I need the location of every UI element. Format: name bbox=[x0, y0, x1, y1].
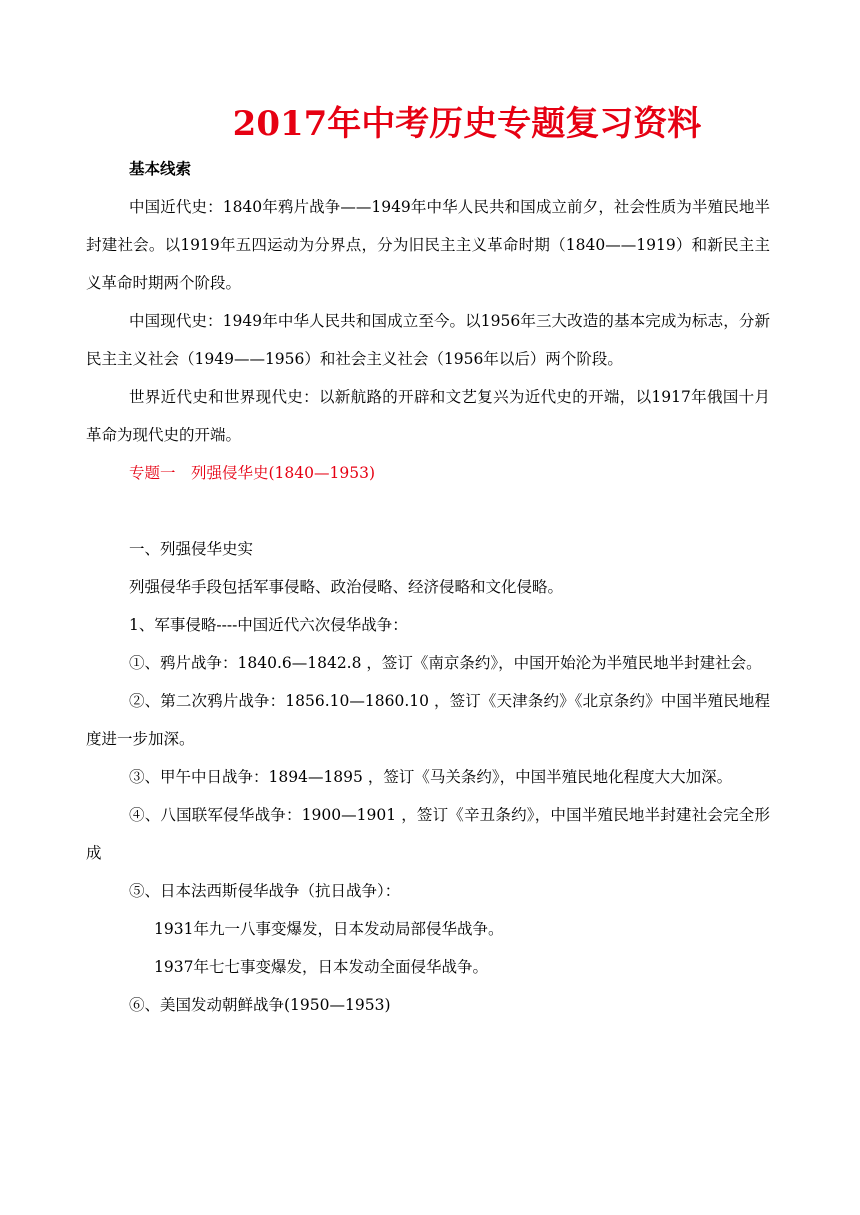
sub-heading: 一、列强侵华史实 bbox=[129, 540, 254, 558]
paragraph-contemporary-china: 中国现代史：1949年中华人民共和国成立至今。以1956年三大改造的基本完成为标志，分新民主主义社会（1949——1956）和社会主义社会（1956年以后）两个阶段。 bbox=[86, 312, 770, 368]
section-heading: 基本线索 bbox=[129, 159, 192, 178]
war-item-sino-japanese: ③、甲午中日战争：1894—1895 ，签订《马关条约》，中国半殖民地化程度大大加深。 bbox=[129, 768, 733, 786]
document-body bbox=[86, 150, 770, 1024]
blank-line bbox=[86, 492, 770, 530]
paragraph-modern-china: 中国近代史：1840年鸦片战争——1949年中华人民共和国成立前夕，社会性质为半殖民地半封建社会。以1919年五四运动为分界点，分为旧民主主义革命时期（1840——1919）和新民主主义革命时期两个阶段。 bbox=[86, 198, 770, 292]
war-item-opium: ①、鸦片战争：1840.6—1842.8 ，签订《南京条约》，中国开始沦为半殖民地半封建社会。 bbox=[129, 654, 762, 672]
war-item-second-opium: ②、第二次鸦片战争：1856.10—1860.10 ，签订《天津条约》《北京条约》中国半殖民地程度进一步加深。 bbox=[86, 692, 770, 748]
war-subitem-1931: 1931年九一八事变爆发，日本发动局部侵华战争。 bbox=[154, 920, 504, 938]
military-heading: 1、军事侵略----中国近代六次侵华战争： bbox=[129, 616, 408, 634]
war-item-japanese-invasion: ⑤、日本法西斯侵华战争（抗日战争）： bbox=[129, 882, 401, 900]
war-subitem-1937: 1937年七七事变爆发，日本发动全面侵华战争。 bbox=[154, 958, 488, 976]
war-item-eight-nation: ④、八国联军侵华战争：1900—1901 ，签订《辛丑条约》，中国半殖民地半封建社会完全形成 bbox=[86, 806, 770, 862]
intro-paragraph: 列强侵华手段包括军事侵略、政治侵略、经济侵略和文化侵略。 bbox=[129, 578, 564, 596]
topic-heading: 专题一 列强侵华史(1840—1953) bbox=[129, 464, 375, 482]
paragraph-world-history: 世界近代史和世界现代史：以新航路的开辟和文艺复兴为近代史的开端，以1917年俄国十月革命为现代史的开端。 bbox=[86, 388, 770, 444]
war-item-korean: ⑥、美国发动朝鲜战争(1950—1953) bbox=[129, 996, 391, 1014]
document-title: 2017年中考历史专题复习资料 bbox=[232, 104, 702, 144]
